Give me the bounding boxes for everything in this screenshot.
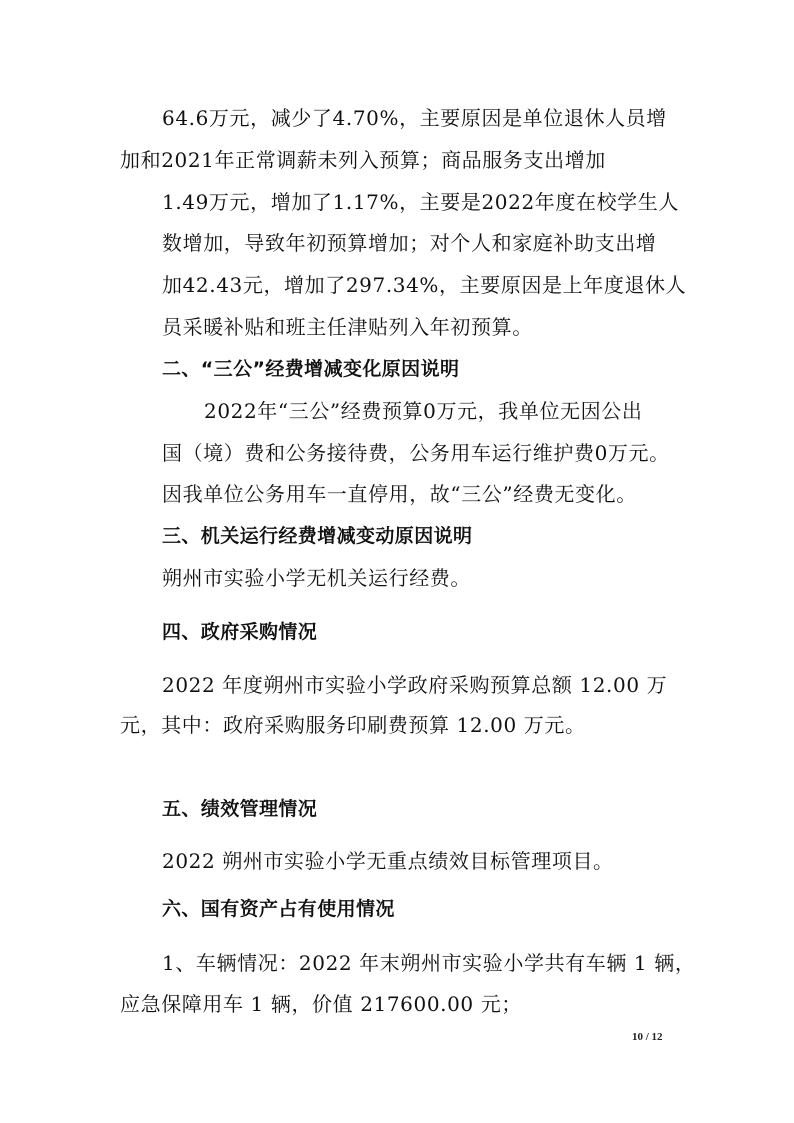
- section-heading: 六、国有资产占有使用情况: [162, 898, 395, 920]
- text-line: 2022 年度朔州市实验小学政府采购预算总额 12.00 万: [162, 673, 668, 697]
- section-heading: 五、绩效管理情况: [162, 798, 318, 820]
- section-heading: 三、机关运行经费增减变动原因说明: [162, 525, 473, 547]
- text-line: 国（境）费和公务接待费，公务用车运行维护费0万元。: [162, 441, 670, 465]
- text-line: 2022 朔州市实验小学无重点绩效目标管理项目。: [162, 849, 614, 873]
- section-heading: 四、政府采购情况: [162, 621, 318, 643]
- text-line: 员采暖补贴和班主任津贴列入年初预算。: [162, 315, 533, 339]
- text-line: 加和2021年正常调薪未列入预算；商品服务支出增加: [120, 148, 606, 172]
- section-heading: 二、“三公”经费增减变化原因说明: [162, 358, 460, 380]
- text-line: 数增加，导致年初预算增加；对个人和家庭补助支出增: [162, 231, 657, 255]
- text-line: 应急保障用车 1 辆，价值 217600.00 元；: [120, 992, 522, 1016]
- text-line: 2022年“三公”经费预算0万元，我单位无因公出: [204, 399, 643, 423]
- text-line: 元，其中：政府采购服务印刷费预算 12.00 万元。: [120, 713, 586, 737]
- text-line: 64.6万元，减少了4.70%，主要原因是单位退休人员增: [162, 106, 667, 130]
- text-line: 因我单位公务用车一直停用，故“三公”经费无变化。: [162, 482, 637, 506]
- text-line: 1、车辆情况：2022 年末朔州市实验小学共有车辆 1 辆，: [162, 951, 696, 975]
- text-line: 加42.43元，增加了297.34%，主要原因是上年度退休人: [162, 273, 687, 297]
- page-number: 10 / 12: [632, 1031, 663, 1043]
- text-line: 1.49万元，增加了1.17%，主要是2022年度在校学生人: [162, 190, 679, 214]
- text-line: 朔州市实验小学无机关运行经费。: [162, 566, 471, 590]
